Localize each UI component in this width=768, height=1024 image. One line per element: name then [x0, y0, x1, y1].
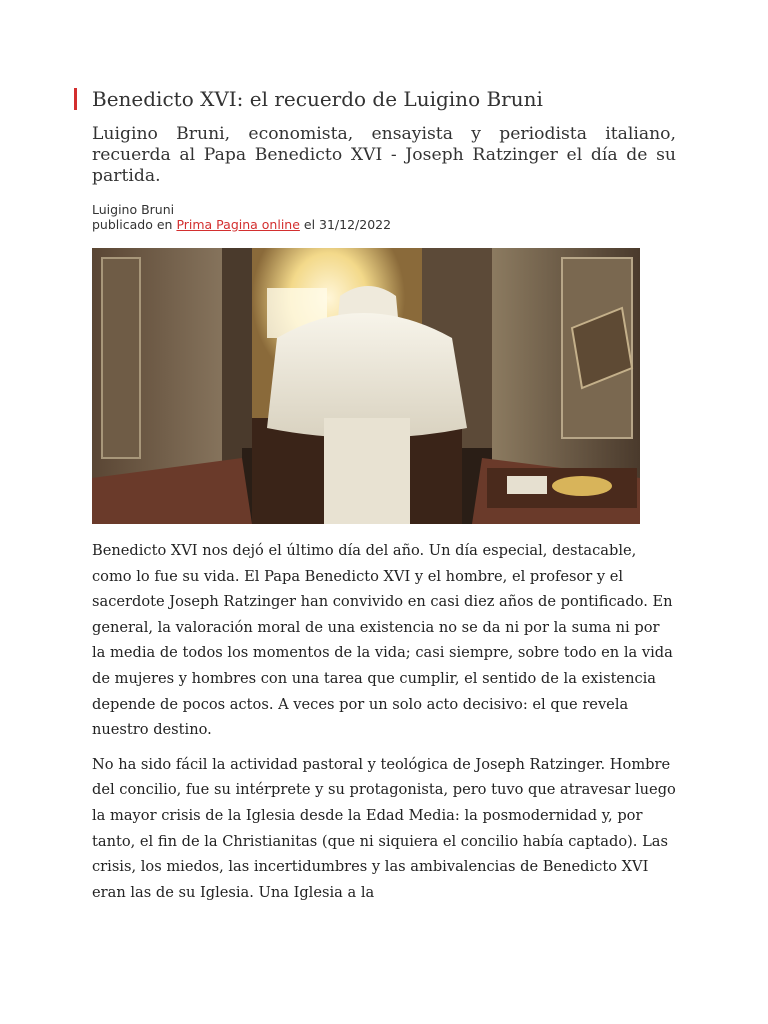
article-body: [92, 538, 676, 914]
article-photo: [92, 248, 640, 524]
author-name: Luigino Bruni: [92, 202, 175, 217]
article-title: Benedicto XVI: el recuerdo de Luigino Bruni: [92, 87, 543, 111]
title-accent-bar: [74, 88, 77, 110]
article-subtitle: Luigino Bruni, economista, ensayista y periodista italiano, recuerda al Papa Benedicto XVI - Joseph Ratzinger el día de su partida.: [92, 124, 676, 186]
published-prefix: publicado en: [92, 217, 173, 232]
byline: [92, 202, 391, 232]
body-paragraph-2: No ha sido fácil la actividad pastoral y teológica de Joseph Ratzinger. Hombre del concilio, fue su intérprete y su protagonista, pero tuvo que atravesar luego la mayor crisis de la Iglesia desde la Edad Media: la posmodernidad y, por tanto, el fin de la Christianitas (que ni siquiera el concilio había captado). Las crisis, los miedos, las incertidumbres y las ambivalencias de Benedicto XVI eran las de su Iglesia. Una Iglesia a la: [92, 755, 676, 901]
source-link[interactable]: Prima Pagina online: [176, 217, 300, 232]
published-date: el 31/12/2022: [303, 217, 392, 232]
publication-line: [92, 217, 391, 232]
pope-praying-image: [92, 248, 640, 524]
article-header: [74, 86, 684, 112]
body-paragraph-1: Benedicto XVI nos dejó el último día del año. Un día especial, destacable, como lo fue su vida. El Papa Benedicto XVI y el hombre, el profesor y el sacerdote Joseph Ratzinger han convivido en casi diez años de pontificado. En general, la valoración moral de una existencia no se da ni por la suma ni por la media de todos los momentos de la vida; casi siempre, sobre todo en la vida de mujeres y hombres con una tarea que cumplir, el sentido de la existencia depende de pocos actos. A veces por un solo acto decisivo: el que revela nuestro destino.: [92, 542, 673, 739]
